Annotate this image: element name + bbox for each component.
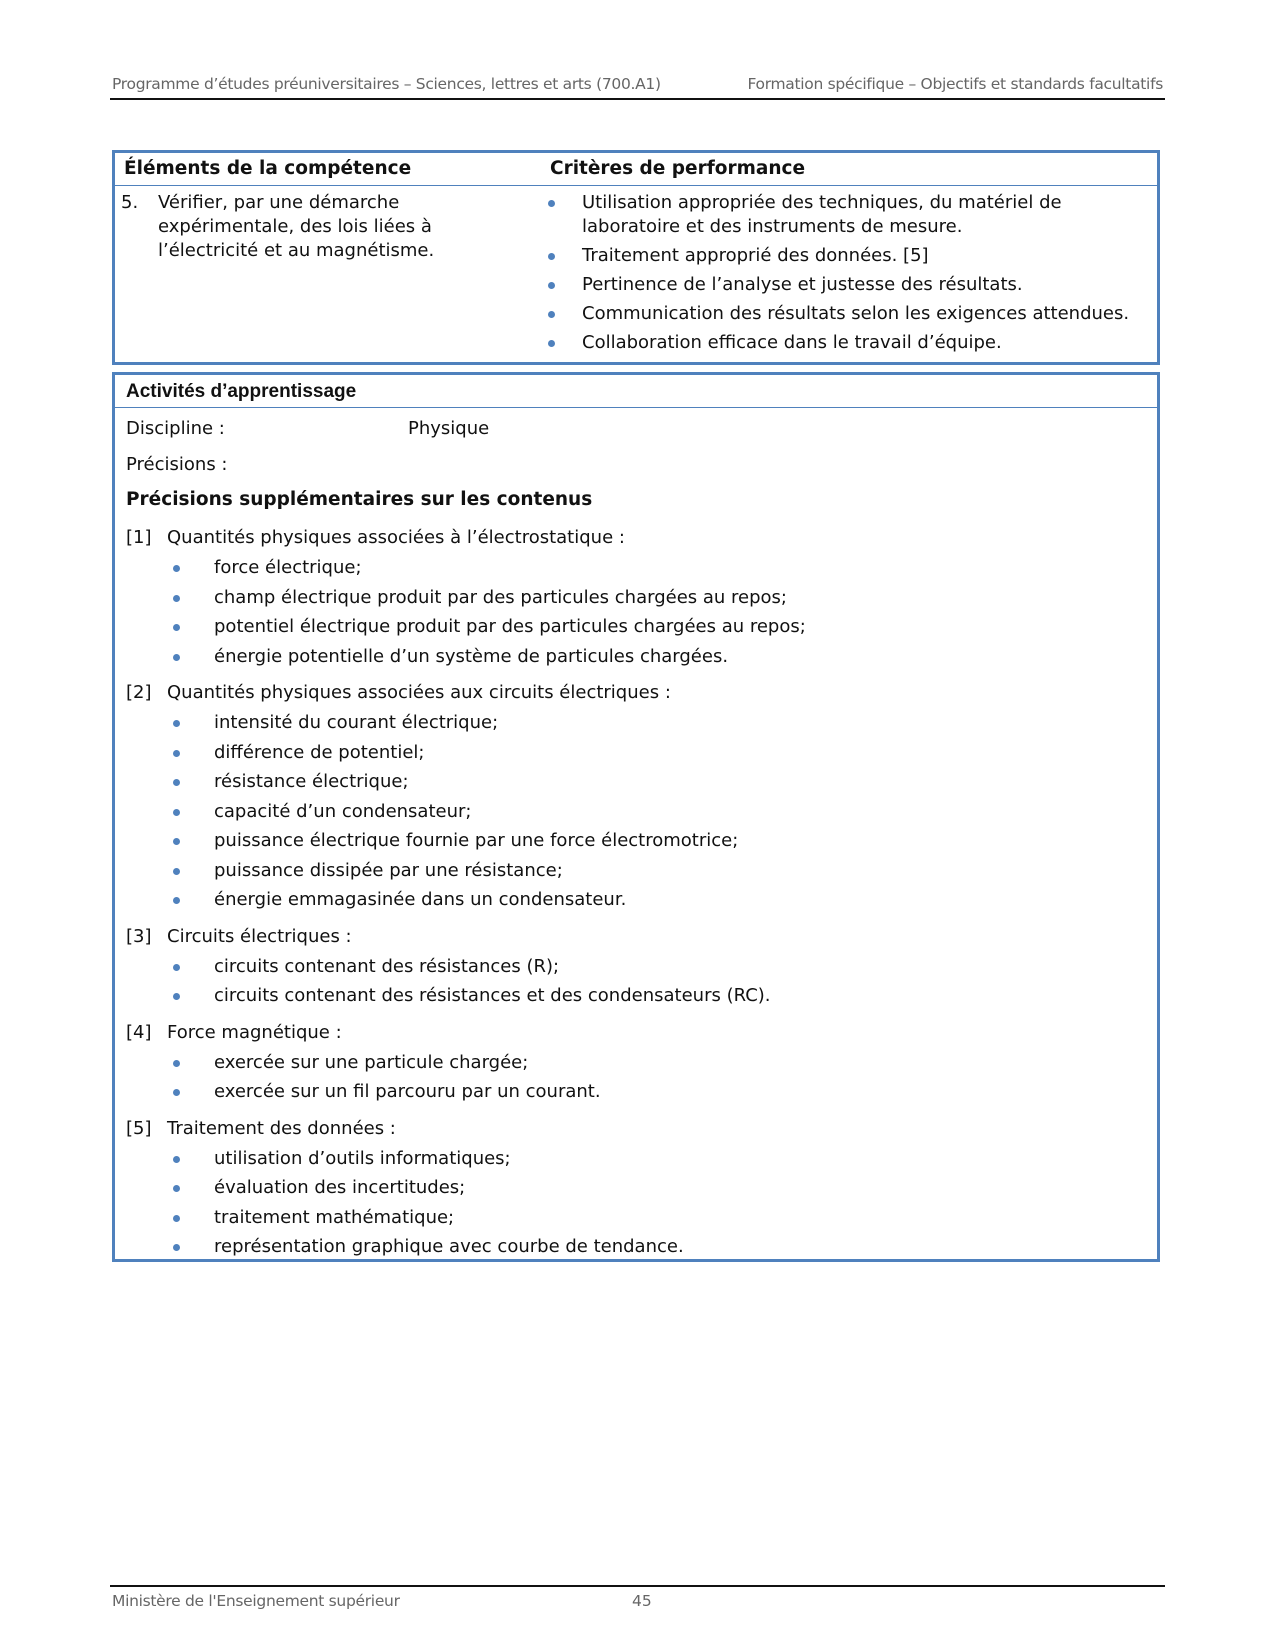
list-item: traitement mathématique; — [126, 1203, 1146, 1233]
section-number: [3] — [126, 925, 152, 947]
list-item: circuits contenant des résistances (R); — [126, 952, 1146, 982]
bullet-icon — [173, 779, 180, 786]
criteria-item: Communication des résultats selon les exigences attendues. — [545, 302, 1155, 326]
section-number: [1] — [126, 527, 152, 548]
bullet-icon — [173, 964, 180, 971]
page-header — [110, 72, 1165, 100]
list-item: résistance électrique; — [126, 767, 1146, 797]
list-item: évaluation des incertitudes; — [126, 1173, 1146, 1203]
bullet-icon — [173, 1060, 180, 1067]
activities-title: Activités d’apprentissage — [126, 381, 357, 402]
content-sections — [126, 523, 1146, 1269]
precisions-label: Précisions : — [126, 454, 228, 475]
element-number: 5. — [121, 192, 139, 213]
activities-header — [115, 375, 1157, 408]
bullet-icon — [173, 624, 180, 631]
section-number: [5] — [126, 1117, 152, 1139]
criteria-item: Collaboration efficace dans le travail d’équipe. — [545, 331, 1155, 355]
bullet-icon — [173, 1185, 180, 1192]
bullet-icon — [173, 993, 180, 1000]
section-number: [2] — [126, 682, 152, 703]
criteria-item: Utilisation appropriée des techniques, du matériel de laboratoire et des instruments de mesure. — [545, 191, 1155, 239]
supplementary-title: Précisions supplémentaires sur les contenus — [126, 489, 593, 510]
section-title: Quantités physiques associées à l’électrostatique : — [167, 527, 625, 548]
bullet-icon — [173, 1089, 180, 1096]
bullet-icon — [173, 1215, 180, 1222]
discipline-label: Discipline : — [126, 418, 225, 439]
criteria-column-header: Critères de performance — [550, 158, 806, 179]
bullet-icon — [173, 595, 180, 602]
bullet-icon — [173, 897, 180, 904]
bullet-icon — [173, 809, 180, 816]
bullet-icon — [173, 1244, 180, 1251]
section-title: Force magnétique : — [167, 1021, 342, 1043]
criteria-list — [545, 191, 1155, 360]
page-number: 45 — [632, 1592, 652, 1610]
bullet-icon — [173, 565, 180, 572]
list-item: différence de potentiel; — [126, 738, 1146, 768]
bullet-icon — [548, 253, 555, 260]
page-footer — [110, 1585, 1165, 1617]
list-item: puissance dissipée par une résistance; — [126, 856, 1146, 886]
header-program-title: Programme d’études préuniversitaires – Sciences, lettres et arts (700.A1) — [112, 75, 661, 93]
bullet-icon — [548, 340, 555, 347]
footer-ministry: Ministère de l'Enseignement supérieur — [112, 1592, 400, 1610]
learning-activities-table — [112, 372, 1160, 1262]
bullet-icon — [548, 282, 555, 289]
bullet-icon — [548, 311, 555, 318]
list-item: puissance électrique fournie par une force électromotrice; — [126, 826, 1146, 856]
content-section-4 — [126, 1018, 1146, 1107]
criteria-item: Pertinence de l’analyse et justesse des résultats. — [545, 273, 1155, 297]
list-item: capacité d’un condensateur; — [126, 797, 1146, 827]
bullet-icon — [173, 838, 180, 845]
competence-table-header — [115, 153, 1157, 186]
content-section-3 — [126, 922, 1146, 1011]
content-section-5 — [126, 1114, 1146, 1262]
criteria-item: Traitement approprié des données. [5] — [545, 244, 1155, 268]
discipline-value: Physique — [408, 418, 490, 439]
list-item: énergie emmagasinée dans un condensateur. — [126, 885, 1146, 915]
list-item: exercée sur un fil parcouru par un courant. — [126, 1077, 1146, 1107]
list-item: potentiel électrique produit par des particules chargées au repos; — [126, 612, 1146, 642]
header-section-title: Formation spécifique – Objectifs et standards facultatifs — [747, 75, 1163, 93]
section-title: Quantités physiques associées aux circuits électriques : — [167, 682, 671, 703]
list-item: utilisation d’outils informatiques; — [126, 1144, 1146, 1174]
list-item: circuits contenant des résistances et des condensateurs (RC). — [126, 981, 1146, 1011]
content-section-2 — [126, 678, 1146, 915]
element-text: Vérifier, par une démarche expérimentale, des lois liées à l’électricité et au magnétisme. — [158, 192, 435, 261]
section-number: [4] — [126, 1021, 152, 1043]
section-title: Traitement des données : — [167, 1117, 396, 1139]
bullet-icon — [548, 200, 555, 207]
list-item: intensité du courant électrique; — [126, 708, 1146, 738]
bullet-icon — [173, 654, 180, 661]
section-title: Circuits électriques : — [167, 925, 352, 947]
list-item: force électrique; — [126, 553, 1146, 583]
list-item: exercée sur une particule chargée; — [126, 1048, 1146, 1078]
elements-column-header: Éléments de la compétence — [124, 158, 412, 179]
bullet-icon — [173, 750, 180, 757]
competence-table — [112, 150, 1160, 365]
content-section-1 — [126, 523, 1146, 671]
bullet-icon — [173, 720, 180, 727]
list-item: représentation graphique avec courbe de tendance. — [126, 1232, 1146, 1262]
list-item: champ électrique produit par des particules chargées au repos; — [126, 583, 1146, 613]
bullet-icon — [173, 1156, 180, 1163]
bullet-icon — [173, 868, 180, 875]
list-item: énergie potentielle d’un système de particules chargées. — [126, 642, 1146, 672]
